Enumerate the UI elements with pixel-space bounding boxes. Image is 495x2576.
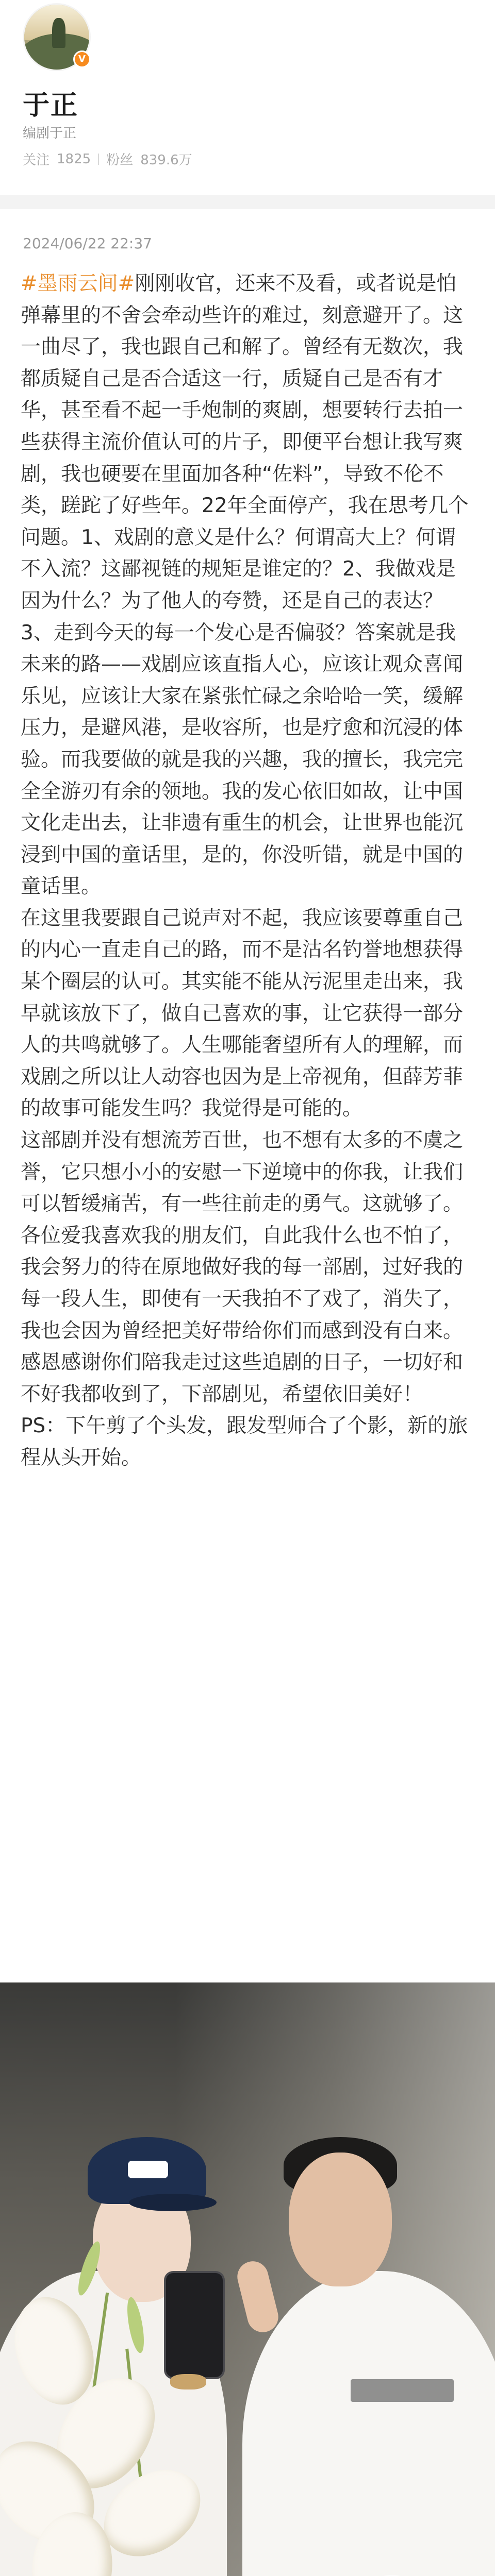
post-paragraph-5: 感恩感谢你们陪我走过这些追剧的日子，一切好和不好我都收到了，下部剧见，希望依旧美好！ — [21, 1351, 464, 1406]
post-paragraph-3: 这部剧并没有想流芳百世，也不想有太多的不虞之誉，它只想小小的安慰一下逆境中的你我，让我们可以暂缓痛苦，有一些往前走的勇气。这就够了。 — [21, 1129, 464, 1216]
avatar[interactable] — [23, 3, 91, 71]
following-label[interactable]: 关注 — [23, 152, 50, 168]
post-paragraph-1 — [21, 268, 474, 903]
post-paragraph-text: 刚刚收官，还来不及看，或者说是怕弹幕里的不舍会牵动些许的难过，刻意避开了。这一曲尽了，我也跟自己和解了。曾经有无数次，我都质疑自己是否合适这一行，质疑自己是否有才华，甚至看不起一手炮制的爽剧，想要转行去拍一些获得主流价值认可的片子，即便平台想让我写爽剧，我也硬要在里面加各种“佐料”，导致不伦不类，蹉跎了好些年。22年全面停产，我在思考几个问题。1、戏剧的意义是什么？何谓高大上？何谓不入流？这鄙视链的规矩是谁定的？2、我做戏是因为什么？为了他人的夸赞，还是自己的表达？3、走到今天的每一个发心是否偏驳？答案就是我未来的路——戏剧应该直指人心，应该让观众喜闻乐见，应该让大家在紧张忙碌之余哈哈一笑，缓解压力，是避风港，是收容所，也是疗愈和沉浸的体验。而我要做的就是我的兴趣，我的擅长，我完完全全游刃有余的领地。我的发心依旧如故，让中国文化走出去，让非遗有重生的机会，让世界也能沉浸到中国的童话里，是的，你没听错，就是中国的童话里。 — [21, 272, 469, 899]
verified-badge-icon: V — [73, 50, 91, 68]
post-paragraph-2: 在这里我要跟自己说声对不起，我应该要尊重自己的内心一直走自己的路，而不是沽名钓誉地想获得某个圈层的认可。其实能不能从污泥里走出来，我早就该放下了，做自己喜欢的事，让它获得一部分人的共鸣就够了。人生哪能奢望所有人的理解，而戏剧之所以让人动容也因为是上帝视角，但薛芳菲的故事可能发生吗？我觉得是可能的。 — [21, 906, 464, 1121]
profile-role: 编剧于正 — [23, 126, 77, 141]
smartphone — [164, 2271, 225, 2379]
stats-divider — [98, 154, 99, 165]
section-divider — [0, 195, 495, 209]
followers-count[interactable]: 839.6万 — [140, 152, 192, 168]
topic-link[interactable]: #墨雨云间# — [21, 272, 135, 295]
profile-name[interactable]: 于正 — [23, 90, 79, 121]
post-paragraph-6: PS：下午剪了个头发，跟发型师合了个影，新的旅程从头开始。 — [21, 1414, 468, 1469]
followers-label[interactable]: 粉丝 — [106, 152, 134, 168]
profile-stats — [23, 149, 192, 168]
post-paragraph-4: 各位爱我喜欢我的朋友们，自此我什么也不怕了，我会努力的待在原地做好我的每一部剧，过好我的每一段人生，即使有一天我拍不了戏了，消失了，我也会因为曾经把美好带给你们而感到没有白来。 — [21, 1224, 464, 1343]
post-photo[interactable] — [0, 1982, 495, 2576]
post-body — [21, 268, 474, 1474]
following-count[interactable]: 1825 — [57, 151, 91, 167]
post-timestamp: 2024/06/22 22:37 — [23, 235, 152, 252]
profile-header — [0, 0, 495, 222]
